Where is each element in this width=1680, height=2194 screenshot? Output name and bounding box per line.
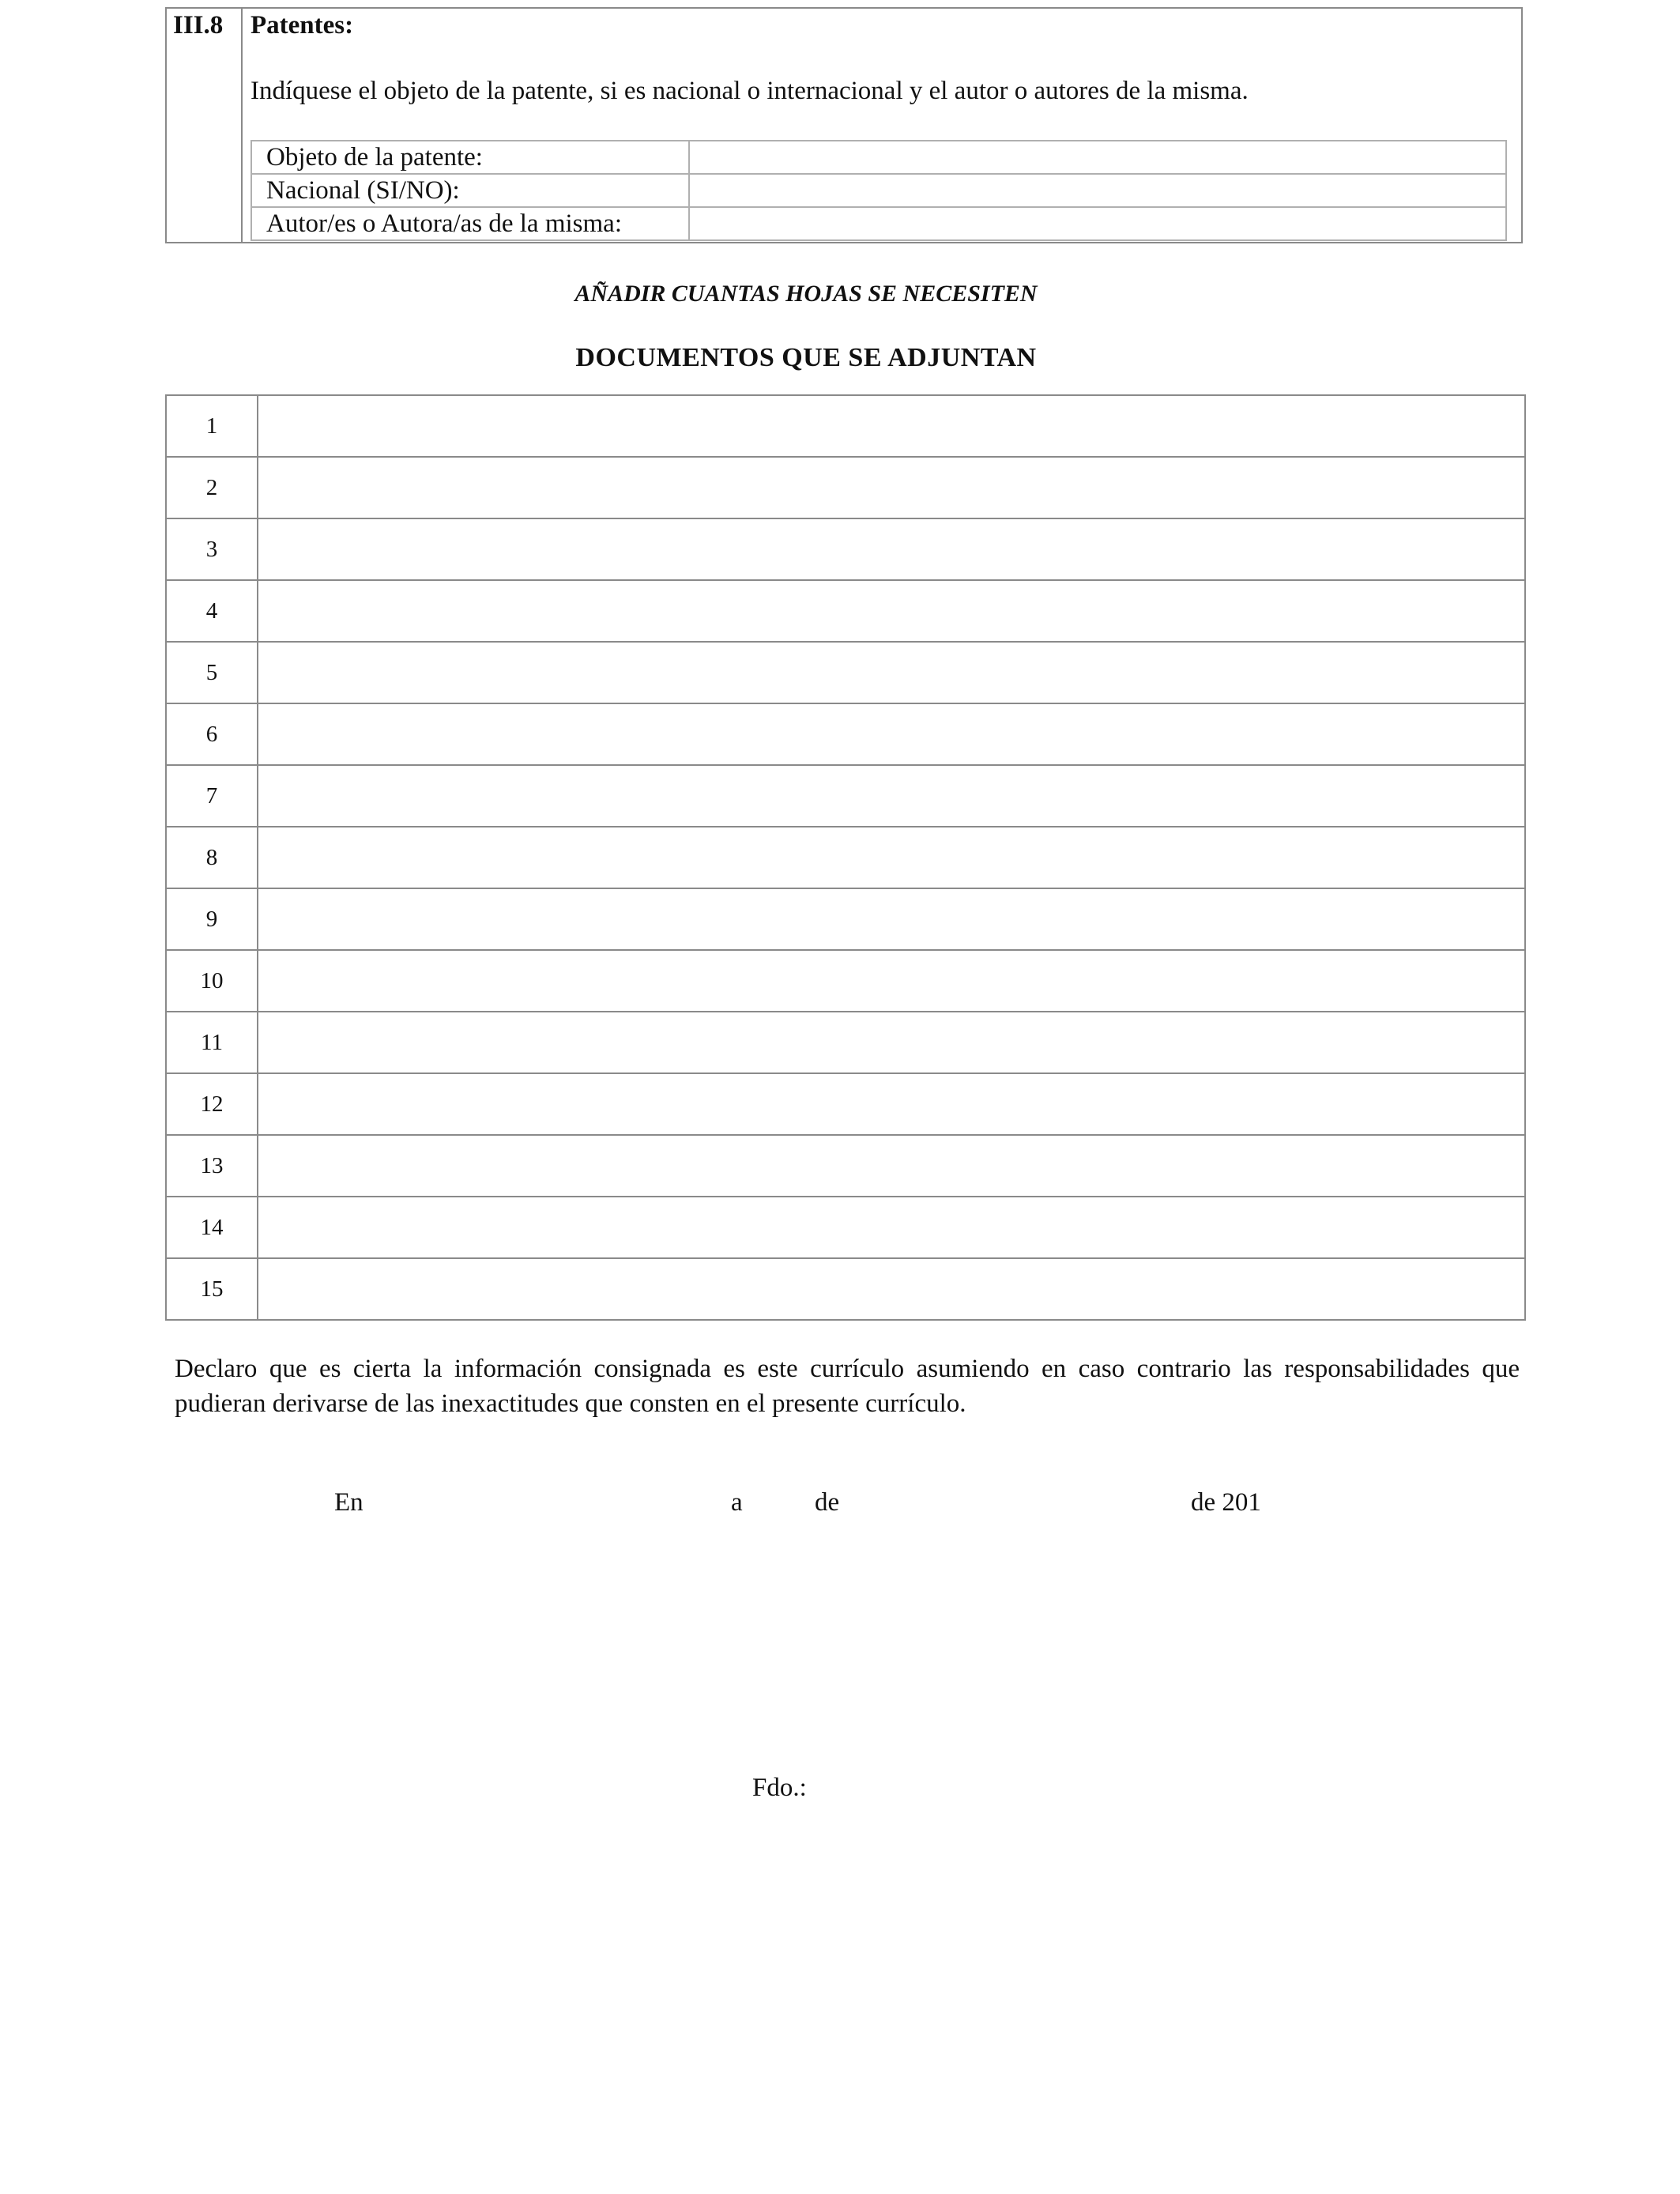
- document-entry-field[interactable]: [258, 580, 1525, 642]
- document-row-number: 6: [166, 703, 258, 765]
- document-entry-field[interactable]: [258, 1135, 1525, 1197]
- document-row-number: 13: [166, 1135, 258, 1197]
- document-row: [166, 1258, 1525, 1320]
- document-row-number: 10: [166, 950, 258, 1012]
- document-entry-field[interactable]: [258, 950, 1525, 1012]
- document-row-number: 2: [166, 457, 258, 518]
- document-row: [166, 580, 1525, 642]
- document-row: [166, 888, 1525, 950]
- document-row-number: 1: [166, 395, 258, 457]
- patent-object-label: Objeto de la patente:: [251, 141, 689, 174]
- document-entry-field[interactable]: [258, 395, 1525, 457]
- document-row-number: 5: [166, 642, 258, 703]
- document-row: [166, 1197, 1525, 1258]
- patent-national-field[interactable]: [689, 174, 1506, 207]
- document-row-number: 4: [166, 580, 258, 642]
- patent-row-object: [251, 141, 1506, 174]
- document-row: [166, 518, 1525, 580]
- documents-table: [165, 394, 1526, 1321]
- document-row-number: 3: [166, 518, 258, 580]
- document-entry-field[interactable]: [258, 827, 1525, 888]
- section-instruction: Indíquese el objeto de la patente, si es nacional o internacional y el autor o autores de la misma.: [250, 77, 1249, 105]
- patent-object-field[interactable]: [689, 141, 1506, 174]
- document-entry-field[interactable]: [258, 765, 1525, 827]
- documents-title: DOCUMENTOS QUE SE ADJUNTAN: [575, 343, 1037, 372]
- document-entry-field[interactable]: [258, 703, 1525, 765]
- signature-label: Fdo.:: [752, 1774, 807, 1802]
- document-row-number: 9: [166, 888, 258, 950]
- add-sheets-note: AÑADIR CUANTAS HOJAS SE NECESITEN: [574, 281, 1038, 307]
- section-title: Patentes:: [250, 11, 354, 40]
- date-day-label: a: [731, 1488, 743, 1517]
- date-month-label: de: [815, 1488, 840, 1517]
- patent-row-authors: [251, 207, 1506, 240]
- document-row: [166, 765, 1525, 827]
- document-row-number: 8: [166, 827, 258, 888]
- date-year-label: de 201: [1191, 1488, 1261, 1517]
- document-row-number: 11: [166, 1012, 258, 1073]
- date-place-label: En: [334, 1488, 363, 1517]
- document-row: [166, 1012, 1525, 1073]
- document-entry-field[interactable]: [258, 1012, 1525, 1073]
- document-row-number: 7: [166, 765, 258, 827]
- document-entry-field[interactable]: [258, 642, 1525, 703]
- document-row: [166, 950, 1525, 1012]
- document-entry-field[interactable]: [258, 1258, 1525, 1320]
- patent-authors-label: Autor/es o Autora/as de la misma:: [251, 207, 689, 240]
- document-entry-field[interactable]: [258, 518, 1525, 580]
- patent-authors-field[interactable]: [689, 207, 1506, 240]
- document-row: [166, 1135, 1525, 1197]
- document-row: [166, 703, 1525, 765]
- section-number: III.8: [173, 11, 224, 40]
- document-row-number: 12: [166, 1073, 258, 1135]
- document-row: [166, 457, 1525, 518]
- document-entry-field[interactable]: [258, 457, 1525, 518]
- patent-national-label: Nacional (SI/NO):: [251, 174, 689, 207]
- document-entry-field[interactable]: [258, 888, 1525, 950]
- patent-row-national: [251, 174, 1506, 207]
- document-row: [166, 1073, 1525, 1135]
- document-entry-field[interactable]: [258, 1197, 1525, 1258]
- patent-details-table: [250, 140, 1507, 241]
- document-row-number: 15: [166, 1258, 258, 1320]
- document-row: [166, 395, 1525, 457]
- section-column-divider: [241, 7, 243, 243]
- document-row-number: 14: [166, 1197, 258, 1258]
- declaration-text: Declaro que es cierta la información consignada es este currículo asumiendo en caso contrario las responsabilidades que pudieran derivarse de las inexactitudes que consten en el presente currículo.: [175, 1355, 1520, 1418]
- document-entry-field[interactable]: [258, 1073, 1525, 1135]
- document-row: [166, 827, 1525, 888]
- document-row: [166, 642, 1525, 703]
